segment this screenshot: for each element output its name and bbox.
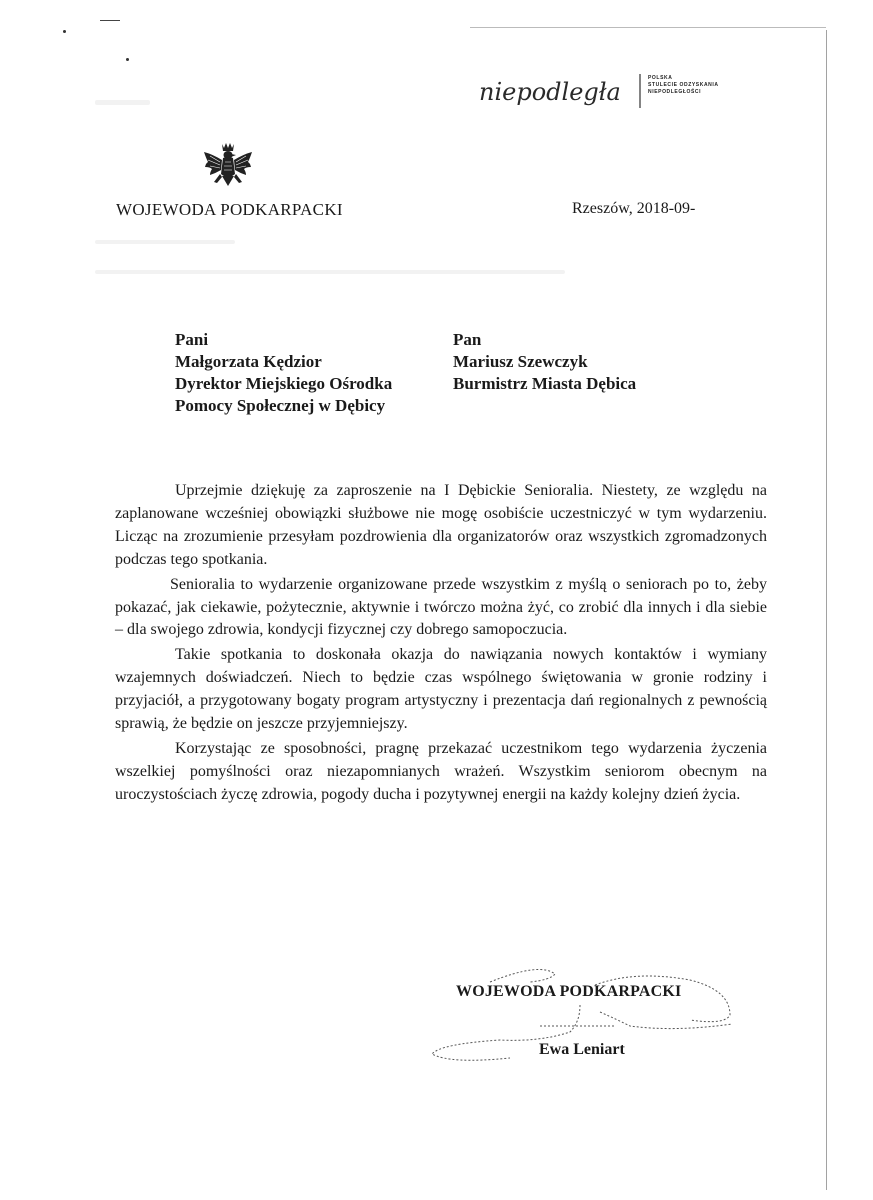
letter-body: [115, 480, 767, 809]
bleed-through: [95, 270, 565, 274]
place-date: Rzeszów, 2018-09-: [572, 200, 696, 217]
recipient-line: Małgorzata Kędzior: [175, 352, 322, 371]
recipient-block: [175, 329, 392, 417]
recipient-line: Mariusz Szewczyk: [453, 352, 588, 371]
scan-mark: [100, 20, 120, 21]
recipient-line: Dyrektor Miejskiego Ośrodka: [175, 374, 393, 393]
logo-caption: [648, 75, 719, 96]
recipient-line: Burmistrz Miasta Dębica: [453, 374, 637, 393]
scan-border-right: [826, 30, 827, 1190]
bleed-through: [95, 100, 150, 105]
body-paragraph: Takie spotkania to doskonała okazja do nawiązania nowych kontaktów i wymiany wzajemnych doświadczeń. Niech to będzie czas wspólnego świętowania w gronie rodziny i przyjaciół, a przygotowany bogaty program artystyczny i prezentacja dań regionalnych z pewnością sprawią, że będzie on jeszcze przyjemniejszy.: [115, 646, 767, 733]
body-paragraph: Uprzejmie dziękuję za zaproszenie na I Dębickie Senioralia. Niestety, ze względu na zaplanowane wcześniej obowiązki służbowe nie mogę osobiście uczestniczyć w tym wydarzeniu. Licząc na zrozumienie przesyłam pozdrowienia dla organizatorów oraz wszystkich zgromadzonych podczas tego spotkania.: [115, 482, 767, 568]
signatory-name: Ewa Leniart: [539, 1041, 625, 1058]
recipient-line: Pomocy Społecznej w Dębicy: [175, 396, 386, 415]
recipient-line: Pani: [175, 330, 209, 349]
bleed-through: [95, 240, 235, 244]
recipient-block: [453, 329, 636, 395]
signature-block: [430, 960, 750, 1080]
logo-script: niepodległa: [479, 78, 621, 106]
signature-title: WOJEWODA PODKARPACKI: [456, 983, 682, 1000]
scan-border-top: [470, 27, 826, 28]
polish-eagle-emblem: [200, 140, 256, 196]
scan-dot: [126, 58, 129, 61]
sender-title: WOJEWODA PODKARPACKI: [116, 200, 343, 219]
handwritten-signature: [430, 960, 750, 1080]
logo-caption-line: NIEPODLEGŁOŚCI: [648, 89, 702, 95]
logo-caption-line: POLSKA: [648, 75, 673, 81]
scan-dot: [63, 30, 66, 33]
body-paragraph: Senioralia to wydarzenie organizowane przede wszystkim z myślą o seniorach po to, żeby pokazać, jak ciekawie, pożytecznie, aktywnie i twórczo można żyć, co zrobić dla innych i dla siebie – dla swojego zdrowia, kondycji fizycznej czy dobrego samopoczucia.: [115, 575, 767, 639]
logo-caption-line: STULECIE ODZYSKANIA: [648, 82, 719, 88]
body-paragraph: Korzystając ze sposobności, pragnę przekazać uczestnikom tego wydarzenia życzenia wszelkiej pomyślności oraz niezapomnianych wrażeń. Wszystkim seniorom obecnym na uroczystościach życzę zdrowia, pogody ducha i pozytywnej energii na każdy kolejny dzień życia.: [115, 739, 767, 803]
recipient-line: Pan: [453, 330, 482, 349]
